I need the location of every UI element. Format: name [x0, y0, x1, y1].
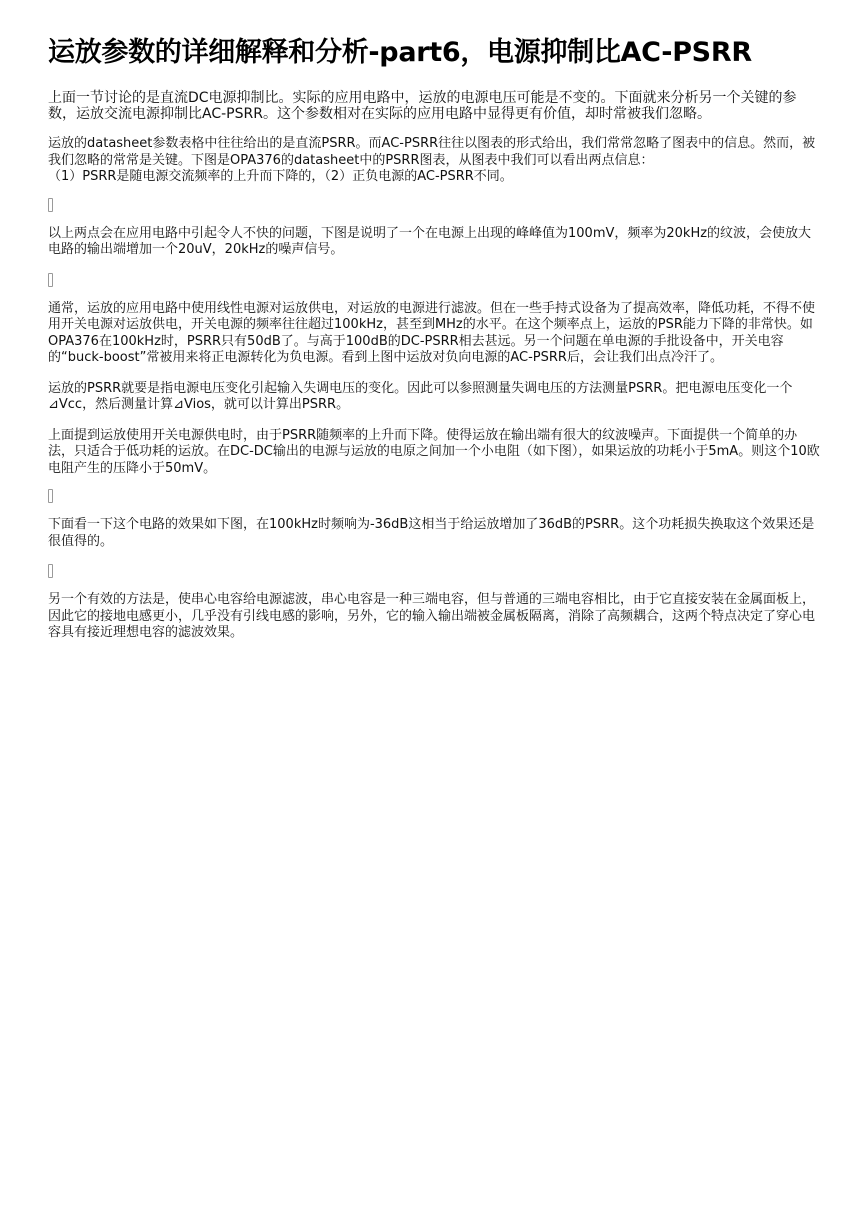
missing-image-icon	[48, 489, 53, 503]
paragraph-datasheet-line-2: （1）PSRR是随电源交流频率的上升而下降的，（2）正负电源的AC-PSRR不同。	[48, 169, 513, 184]
missing-image-icon	[48, 273, 53, 287]
paragraph-feedthrough-capacitor: 另一个有效的方法是，使串心电容给电源滤波，串心电容是一种三端电容，但与普通的三端电容相比，由于它直接安装在金属面板上，因此它的接地电感更小，几乎没有引线电感的影响，另外，它的输入输出端被金属板隔离，消除了高频耦合，这两个特点决定了穿心电容具有接近理想电容的滤波效果。	[48, 592, 816, 640]
paragraph-datasheet-line-1: 运放的datasheet参数表格中往往给出的是直流PSRR。而AC-PSRR往往以图表的形式给出，我们常常忽略了图表中的信息。然而，被我们忽略的常常是关键。下图是OPA376的datasheet中的PSRR图表，从图表中我们可以看出两点信息：	[48, 136, 816, 168]
intro-paragraph: 上面一节讨论的是直流DC电源抑制比。实际的应用电路中，运放的电源电压可能是不变的。下面就来分析另一个关键的参数，运放交流电源抑制比AC-PSRR。这个参数相对在实际的应用电路中显得更有价值，却时常被我们忽略。	[48, 90, 797, 122]
paragraph-ripple-noise: 以上两点会在应用电路中引起令人不快的问题，下图是说明了一个在电源上出现的峰峰值为100mV，频率为20kHz的纹波，会使放大电路的输出端增加一个20uV，20kHz的噪声信号。	[48, 225, 812, 257]
article-title: 运放参数的详细解释和分析-part6，电源抑制比AC-PSRR	[48, 37, 752, 68]
missing-image-icon	[48, 198, 53, 212]
paragraph-filter-result: 下面看一下这个电路的效果如下图，在100kHz时频响为-36dB这相当于给运放增加了36dB的PSRR。这个功耗损失换取这个效果还是很值得的。	[48, 517, 815, 549]
paragraph-resistor-filter: 上面提到运放使用开关电源供电时，由于PSRR随频率的上升而下降。使得运放在输出端有很大的纹波噪声。下面提供一个简单的办法，只适合于低功耗的运放。在DC-DC输出的电源与运放的电原之间加一个小电阻（如下图），如果运放的功耗小于5mA。则这个10欧电阻产生的压降小于50mV。	[48, 427, 820, 476]
paragraph-switching-supply: 通常，运放的应用电路中使用线性电源对运放供电，对运放的电源进行滤波。但在一些手持式设备为了提高效率，降低功耗，不得不使用开关电源对运放供电，开关电源的频率往往超过100kHz，甚至到MHz的水平。在这个频率点上，运放的PSR能力下降的非常快。如OPA376在100kHz时，PSRR只有50dB了。与高于100dB的DC-PSRR相去甚远。另一个问题在单电源的手批设备中，开关电容的“buck-boost”常被用来将正电源转化为负电源。看到上图中运放对负向电源的AC-PSRR后，会让我们出点冷汗了。	[48, 300, 816, 365]
missing-image-icon	[48, 564, 53, 578]
paragraph-psrr-definition: 运放的PSRR就要是指电源电压变化引起输入失调电压的变化。因此可以参照测量失调电压的方法测量PSRR。把电源电压变化一个⊿Vcc，然后测量计算⊿Vios，就可以计算出PSRR。	[48, 380, 793, 412]
paragraph-datasheet	[48, 136, 820, 186]
